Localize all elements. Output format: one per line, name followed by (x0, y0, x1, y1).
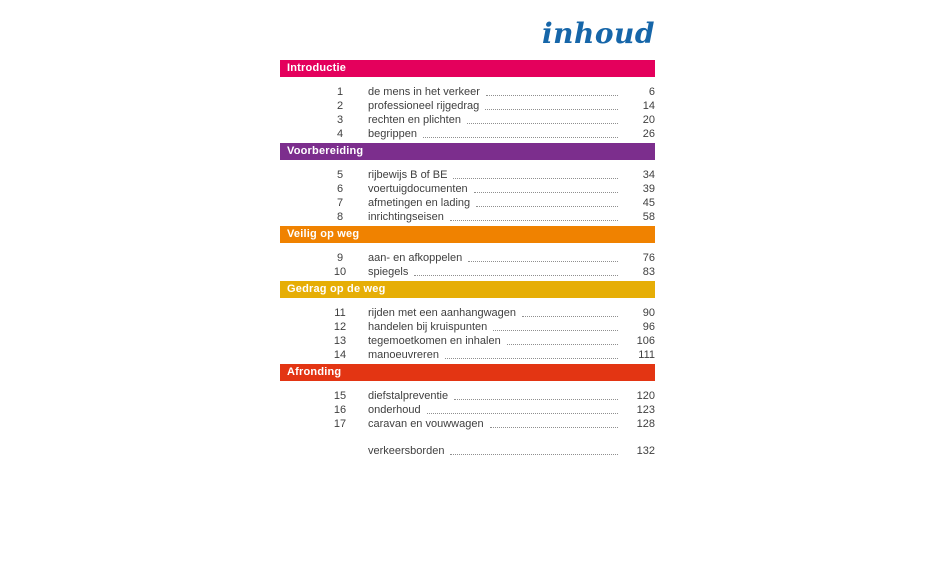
toc-row (280, 182, 655, 196)
toc-row (280, 85, 655, 99)
toc-row (280, 113, 655, 127)
toc-section (280, 226, 655, 281)
chapter-title: rijbewijs B of BE (368, 169, 448, 181)
section-items (280, 381, 655, 460)
chapter-title: rechten en plichten (368, 114, 461, 126)
dotted-leader (474, 191, 618, 193)
chapter-number: 1 (336, 86, 344, 98)
page-number: 76 (642, 252, 655, 264)
section-label: Voorbereiding (287, 145, 364, 157)
chapter-title: professioneel rijgedrag (368, 100, 480, 112)
section-banner (280, 281, 655, 298)
section-banner (280, 60, 655, 77)
page-number: 128 (636, 418, 655, 430)
chapter-title: tegemoetkomen en inhalen (368, 335, 501, 347)
page-number: 83 (642, 266, 655, 278)
dotted-leader (427, 412, 618, 414)
chapter-number: 6 (336, 183, 344, 195)
dotted-leader (445, 357, 618, 359)
dotted-leader (486, 94, 618, 96)
page-number: 96 (642, 321, 655, 333)
toc-row (280, 168, 655, 182)
toc-row (280, 320, 655, 334)
page-number: 14 (642, 100, 655, 112)
page-title: inhoud (542, 17, 655, 50)
chapter-number: 2 (336, 100, 344, 112)
dotted-leader (522, 315, 618, 317)
section-label: Introductie (287, 62, 347, 74)
toc-row (280, 417, 655, 431)
toc-row (280, 251, 655, 265)
toc-row (280, 334, 655, 348)
page-number: 120 (636, 390, 655, 402)
dotted-leader (423, 136, 618, 138)
chapter-number: 14 (333, 349, 347, 361)
toc-row (280, 348, 655, 362)
dotted-leader (450, 219, 618, 221)
toc-row (280, 127, 655, 141)
chapter-number: 5 (336, 169, 344, 181)
toc-section (280, 364, 655, 460)
page-number: 90 (642, 307, 655, 319)
dotted-leader (507, 343, 618, 345)
chapter-number (322, 444, 358, 458)
dotted-leader (414, 274, 618, 276)
toc-row (280, 210, 655, 224)
chapter-number: 4 (336, 128, 344, 140)
chapter-number: 3 (336, 114, 344, 126)
chapter-number: 15 (333, 390, 347, 402)
chapter-number: 10 (333, 266, 347, 278)
page-number: 58 (642, 211, 655, 223)
chapter-title: verkeersborden (368, 445, 445, 457)
toc-row (280, 389, 655, 403)
section-items (280, 298, 655, 364)
toc-row (280, 444, 655, 458)
chapter-title: rijden met een aanhangwagen (368, 307, 517, 319)
dotted-leader (450, 453, 618, 455)
toc-section (280, 60, 655, 143)
dotted-leader (454, 398, 618, 400)
chapter-title: inrichtingseisen (368, 211, 444, 223)
chapter-title: caravan en vouwwagen (368, 418, 484, 430)
chapter-number: 17 (333, 418, 347, 430)
page-number: 111 (638, 349, 655, 361)
section-banner (280, 364, 655, 381)
chapter-title: begrippen (368, 128, 417, 140)
chapter-title: afmetingen en lading (368, 197, 471, 209)
section-label: Veilig op weg (287, 228, 360, 240)
chapter-title: aan- en afkoppelen (368, 252, 463, 264)
chapter-title: diefstalpreventie (368, 390, 449, 402)
page-number: 39 (642, 183, 655, 195)
toc-row (280, 403, 655, 417)
chapter-title: de mens in het verkeer (368, 86, 480, 98)
chapter-title: handelen bij kruispunten (368, 321, 488, 333)
section-items (280, 77, 655, 143)
dotted-leader (468, 260, 618, 262)
section-banner (280, 226, 655, 243)
chapter-number: 11 (334, 307, 346, 319)
dotted-leader (467, 122, 618, 124)
dotted-leader (476, 205, 618, 207)
chapter-number: 7 (336, 197, 344, 209)
toc (280, 60, 655, 460)
section-label: Afronding (287, 366, 342, 378)
dotted-leader (485, 108, 618, 110)
page-number: 26 (642, 128, 655, 140)
chapter-number: 9 (336, 252, 344, 264)
page-number: 6 (648, 86, 655, 98)
toc-row (280, 196, 655, 210)
section-label: Gedrag op de weg (287, 283, 386, 295)
toc-row (280, 306, 655, 320)
section-items (280, 160, 655, 226)
toc-row (280, 99, 655, 113)
chapter-number: 13 (333, 335, 347, 347)
page-number: 106 (636, 335, 655, 347)
chapter-number: 12 (333, 321, 347, 333)
chapter-number: 16 (333, 404, 347, 416)
page-number: 45 (642, 197, 655, 209)
toc-section (280, 143, 655, 226)
dotted-leader (490, 426, 618, 428)
section-items (280, 243, 655, 281)
chapter-title: spiegels (368, 266, 409, 278)
chapter-number: 8 (336, 211, 344, 223)
chapter-title: onderhoud (368, 404, 421, 416)
toc-row (280, 265, 655, 279)
chapter-title: voertuigdocumenten (368, 183, 468, 195)
page-number: 20 (642, 114, 655, 126)
page-number: 123 (636, 404, 655, 416)
chapter-title: manoeuvreren (368, 349, 439, 361)
dotted-leader (493, 329, 618, 331)
dotted-leader (453, 177, 618, 179)
page-number: 34 (642, 169, 655, 181)
page-number: 132 (636, 445, 655, 457)
section-banner (280, 143, 655, 160)
toc-section (280, 281, 655, 364)
